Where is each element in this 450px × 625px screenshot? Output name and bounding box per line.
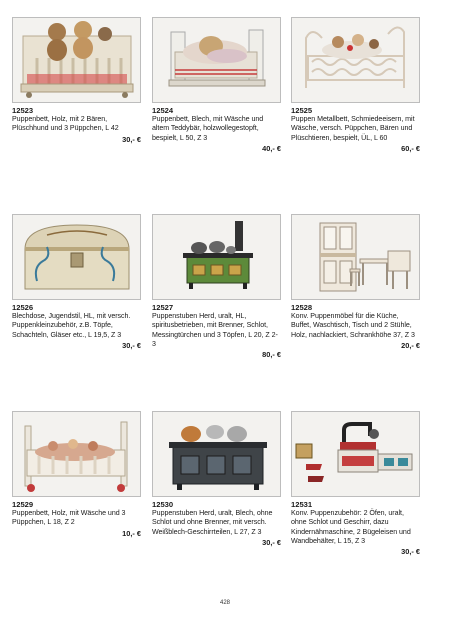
lot-price: 40,- € [262, 143, 281, 153]
lot-description: Puppenbett, Holz, mit 2 Bären, Plüschhund und 3 Püppchen, L 42 [12, 115, 119, 133]
lot-number: 12528 [291, 303, 313, 312]
lot-price: 20,- € [401, 340, 420, 350]
lot-number: 12523 [12, 106, 34, 115]
lot-description: Blechdose, Jugendstil, HL, mit versch. Puppenkleinzubehör, z.B. Töpfe, Schachteln, Gläser etc., L 19,5, Z 3 [12, 312, 131, 339]
lot-number: 12525 [291, 106, 313, 115]
lot-description: Konv. Puppenmöbel für die Küche, Buffet, Waschtisch, Tisch und 2 Stühle, Holz, nachlackiert, Schrankhöhe 37, Z 3 [291, 312, 415, 339]
lot-price: 30,- € [262, 537, 281, 547]
lot-card [152, 17, 281, 154]
lot-number: 12531 [291, 500, 313, 509]
tin-doll-bed-photo [152, 17, 281, 103]
lot-number: 12530 [152, 500, 174, 509]
lot-card [291, 214, 420, 351]
lot-card [152, 411, 281, 548]
lot-price: 30,- € [122, 134, 141, 144]
lot-description: Puppenbett, Holz, mit Wäsche und 3 Püppchen, L 18, Z 2 [12, 509, 126, 527]
lot-number: 12524 [152, 106, 174, 115]
lot-description: Puppen Metallbett, Schmiedeeisern, mit Wäsche, versch. Püppchen, Bären und Plüschtieren, bespielt, ÜL, L 60 [291, 115, 415, 142]
lot-description: Konv. Puppenzubehör: 2 Öfen, uralt, ohne Schlot und Geschirr, dazu Kindernähmaschine, 2 Bügeleisen und Wandbehälter, L 15, Z 3 [291, 509, 411, 545]
small-wooden-doll-bed-photo [12, 411, 141, 497]
lot-number: 12527 [152, 303, 174, 312]
lot-price: 60,- € [401, 143, 420, 153]
lot-description: Puppenstuben Herd, uralt, Blech, ohne Schlot und ohne Brenner, mit versch. Weißblech-Geschirrteilen, L 27, Z 3 [152, 509, 273, 536]
lot-card [12, 214, 141, 351]
doll-kitchen-furniture-photo [291, 214, 420, 300]
sewing-machine-and-stoves-photo [291, 411, 420, 497]
page-number: 428 [219, 600, 230, 606]
art-nouveau-tin-box-photo [12, 214, 141, 300]
lot-card [291, 411, 420, 557]
lot-card [12, 411, 141, 539]
wrought-iron-doll-bed-photo [291, 17, 420, 103]
lot-number: 12529 [12, 500, 34, 509]
lot-card [291, 17, 420, 154]
lot-price: 30,- € [401, 547, 420, 557]
lot-card [152, 214, 281, 360]
lot-number: 12526 [12, 303, 34, 312]
tin-stove-with-pots-photo [152, 411, 281, 497]
lot-price: 30,- € [122, 340, 141, 350]
lot-price: 10,- € [122, 528, 141, 538]
lot-card [12, 17, 141, 145]
lot-price: 80,- € [262, 350, 281, 360]
wooden-doll-bed-photo [12, 17, 141, 103]
lot-description: Puppenstuben Herd, uralt, HL, spiritusbetrieben, mit Brenner, Schlot, Messingtürchen und 3 Töpfen, L 20, Z 2-3 [152, 312, 278, 348]
lot-description: Puppenbett, Blech, mit Wäsche und altem Teddybär, holzwollegestopft, bespielt, L 50, Z 3 [152, 115, 264, 142]
toy-stove-photo [152, 214, 281, 300]
